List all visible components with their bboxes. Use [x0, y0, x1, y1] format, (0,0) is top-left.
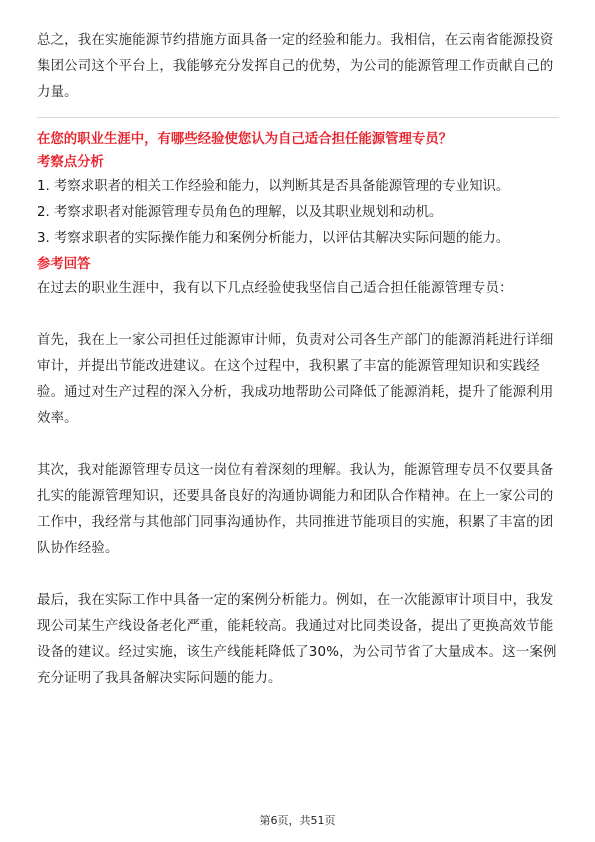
spacer [37, 432, 559, 458]
answer-paragraph-1: 首先，我在上一家公司担任过能源审计师，负责对公司各生产部门的能源消耗进行详细审计，并提出节能改进建议。在这个过程中，我积累了丰富的能源管理知识和实践经验。通过对生产过程的深入分析，我成功地帮助公司降低了能源消耗，提升了能源利用效率。 [37, 333, 554, 426]
analysis-heading: 考察点分析 [37, 155, 104, 170]
analysis-item-1: 1. 考察求职者的相关工作经验和能力，以判断其是否具备能源管理的专业知识。 [37, 179, 510, 194]
section-divider [37, 117, 559, 118]
analysis-item-3: 3. 考察求职者的实际操作能力和案例分析能力，以评估其解决实际问题的能力。 [37, 231, 510, 246]
page-number-footer: 第6页，共51页 [259, 814, 336, 827]
answer-lead: 在过去的职业生涯中，我有以下几点经验使我坚信自己适合担任能源管理专员： [37, 281, 513, 296]
spacer [37, 562, 559, 588]
spacer [37, 302, 559, 328]
answer-paragraph-3: 最后，我在实际工作中具备一定的案例分析能力。例如，在一次能源审计项目中，我发现公司某生产线设备老化严重，能耗较高。我通过对比同类设备，提出了更换高效节能设备的建议。经过实施，该生产线能耗降低了30%，为公司节省了大量成本。这一案例充分证明了我具备解决实际问题的能力。 [37, 593, 557, 686]
analysis-item-2: 2. 考察求职者对能源管理专员角色的理解，以及其职业规划和动机。 [37, 205, 443, 220]
answer-paragraph-2: 其次，我对能源管理专员这一岗位有着深刻的理解。我认为，能源管理专员不仅要具备扎实的能源管理知识，还要具备良好的沟通协调能力和团队合作精神。在上一家公司的工作中，我经常与其他部门同事沟通协作，共同推进节能项目的实施，积累了丰富的团队协作经验。 [37, 463, 554, 556]
intro-paragraph: 总之，我在实施能源节约措施方面具备一定的经验和能力。我相信，在云南省能源投资集团公司这个平台上，我能够充分发挥自己的优势，为公司的能源管理工作贡献自己的力量。 [37, 33, 554, 100]
page-content [37, 28, 559, 692]
answer-heading: 参考回答 [37, 257, 91, 272]
interview-question: 在您的职业生涯中，有哪些经验使您认为自己适合担任能源管理专员？ [37, 132, 453, 147]
